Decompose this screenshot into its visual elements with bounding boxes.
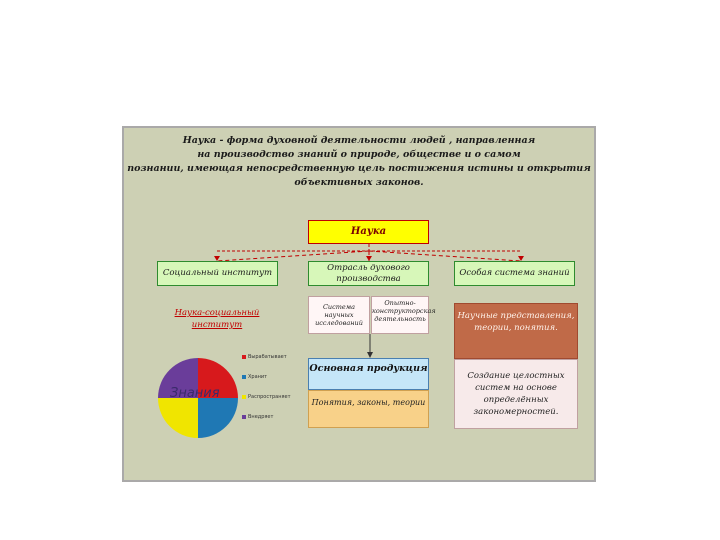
- legend-swatch-icon: [242, 395, 246, 399]
- intro-line: на производство знаний о природе, обществе и о самом: [197, 149, 521, 160]
- node-sozdanie-sistem: Создание целостных систем на основе определённых закономерностей.: [454, 359, 578, 429]
- slide: [122, 126, 596, 482]
- node-social-institute: Социальный институт: [157, 261, 278, 286]
- intro-line: Наука - форма духовной деятельности людей , направленная: [182, 135, 536, 146]
- legend-item: Распространяет: [242, 394, 291, 400]
- node-osobaya-sistema: Особая система знаний: [454, 261, 575, 286]
- node-ponyatiya: Понятия, законы, теории: [308, 390, 429, 428]
- legend-item: Внедряет: [242, 414, 273, 420]
- connector-social: [217, 251, 369, 261]
- legend-item: Вырабатывает: [242, 354, 287, 360]
- node-opytno-konstr: Опытно-конструкторская деятельность: [371, 296, 429, 334]
- legend-swatch-icon: [242, 375, 246, 379]
- pie-slice-yellow: [158, 398, 198, 438]
- legend-swatch-icon: [242, 355, 246, 359]
- connector-osobaya: [369, 251, 521, 261]
- node-sistema-issledovaniy: Система научных исследований: [308, 296, 370, 334]
- legend-item: Хранит: [242, 374, 267, 380]
- node-nauka: Наука: [308, 220, 429, 244]
- node-osnovnaya-produktsiya: Основная продукция: [308, 358, 429, 390]
- intro-line: познании, имеющая непосредственную цель постижения истины и открытия: [127, 163, 591, 174]
- pie-slice-blue: [198, 398, 238, 438]
- node-nauchnye-predstavleniya: Научные представления, теории, понятия.: [454, 303, 578, 359]
- pie-label: Знания: [170, 386, 220, 401]
- nauka-social-institute-label: Наука-социальный институт: [174, 308, 260, 330]
- node-otrasl: Отрасль духового производства: [308, 261, 429, 286]
- intro-line: объективных законов.: [294, 177, 424, 188]
- legend-swatch-icon: [242, 415, 246, 419]
